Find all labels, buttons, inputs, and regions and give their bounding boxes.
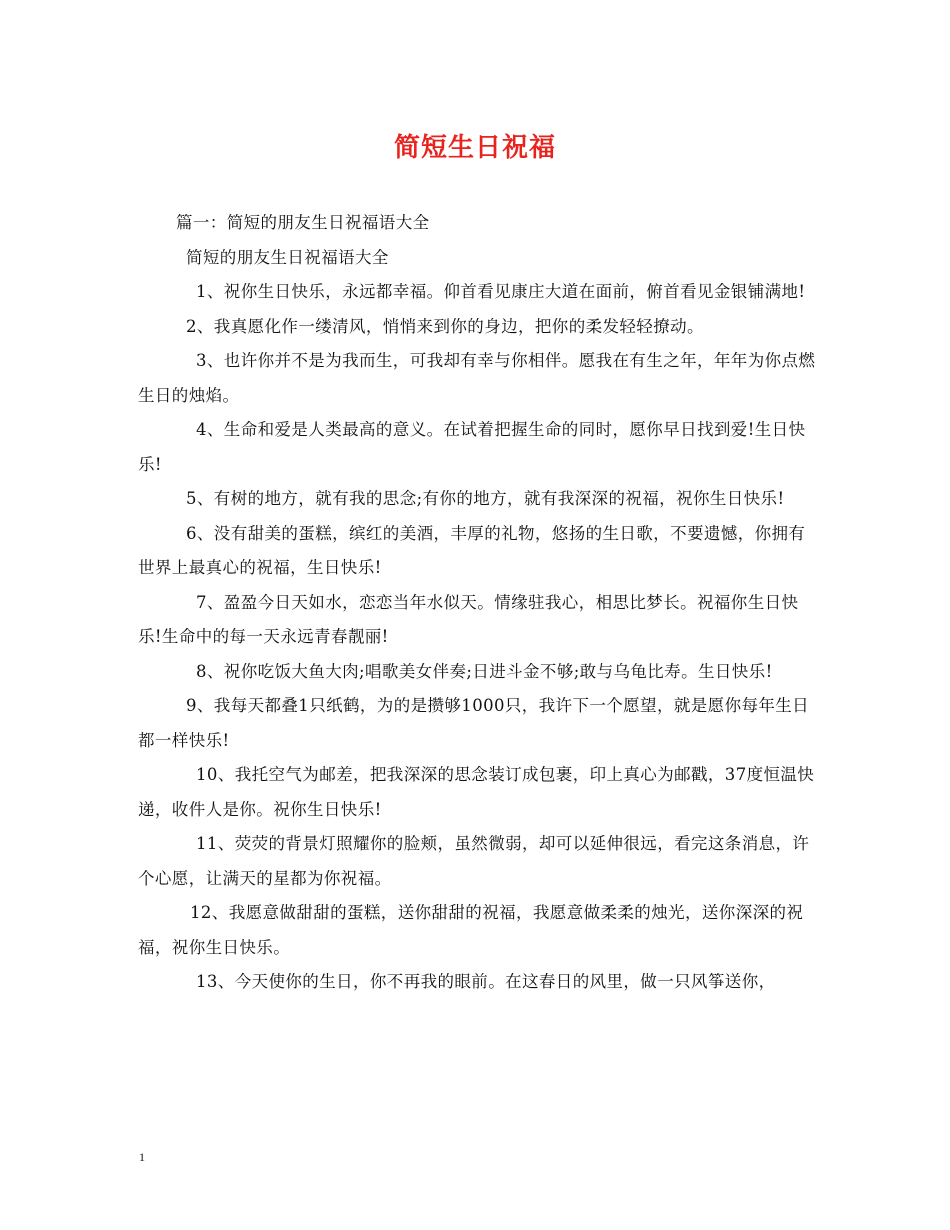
list-item: 9、我每天都叠1只纸鹤，为的是攒够1000只，我许下一个愿望，就是愿你每年生日都一样快乐! [138,696,810,750]
list-item: 5、有树的地方，就有我的思念;有你的地方，就有我深深的祝福，祝你生日快乐! [186,489,785,508]
list-item: 10、我托空气为邮差，把我深深的思念装订成包裹，印上真心为邮戳，37度恒温快递，收件人是你。祝你生日快乐! [138,765,815,819]
list-item: 12、我愿意做甜甜的蛋糕，送你甜甜的祝福，我愿意做柔柔的烛光，送你深深的祝福，祝你生日快乐。 [138,903,804,957]
page-number: 1 [139,1150,145,1164]
list-item: 6、没有甜美的蛋糕，缤红的美酒，丰厚的礼物，悠扬的生日歌，不要遗憾，你拥有世界上最真心的祝福，生日快乐! [138,523,806,577]
list-item: 3、也许你并不是为我而生，可我却有幸与你相伴。愿我在有生之年，年年为你点燃生日的烛焰。 [138,351,816,405]
list-item: 2、我真愿化作一缕清风，悄悄来到你的身边，把你的柔发轻轻撩动。 [186,316,704,336]
list-item: 8、祝你吃饭大鱼大肉;唱歌美女伴奏;日进斗金不够;敢与乌龟比寿。生日快乐! [196,661,773,681]
document-body [138,206,818,1000]
list-item: 13、今天使你的生日，你不再我的眼前。在这春日的风里，做一只风筝送你， [196,972,776,991]
section-heading: 篇一：简短的朋友生日祝福语大全 [176,213,430,232]
document-title: 简短生日祝福 [393,133,556,163]
section-subheading: 简短的朋友生日祝福语大全 [186,247,389,267]
list-item: 7、盈盈今日天如水，恋恋当年水似天。情缘驻我心，相思比梦长。祝福你生日快乐!生命中的每一天永远青春靓丽! [138,592,799,646]
list-item: 1、祝你生日快乐，永远都幸福。仰首看见康庄大道在面前，俯首看见金银铺满地! [196,282,806,301]
list-item: 11、荧荧的背景灯照耀你的脸颊，虽然微弱，却可以延伸很远，看完这条消息，许个心愿，让满天的星都为你祝福。 [138,834,810,888]
list-item: 4、生命和爱是人类最高的意义。在试着把握生命的同时，愿你早日找到爱!生日快乐! [138,420,806,474]
